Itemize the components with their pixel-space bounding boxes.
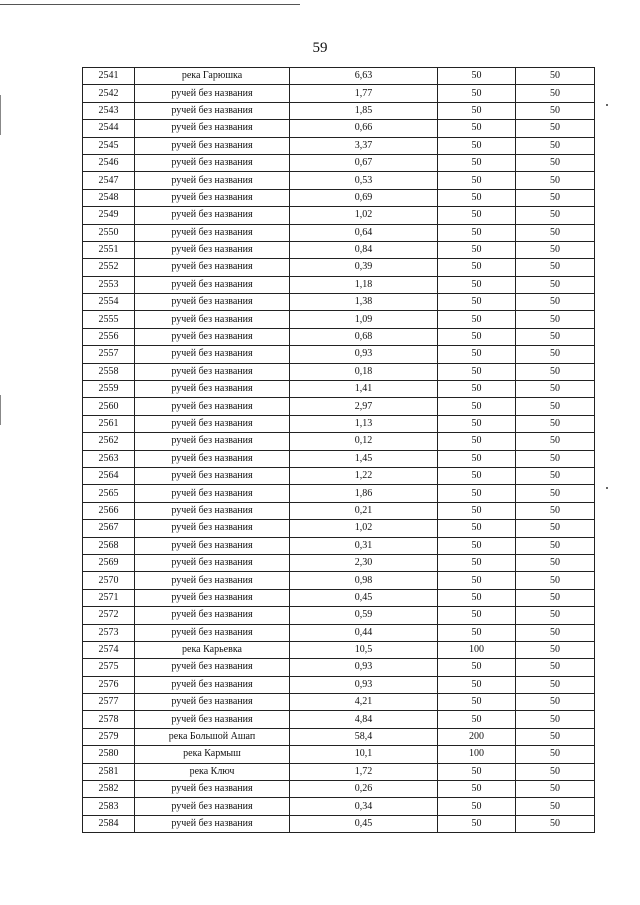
cell-name: река Карьевка bbox=[135, 641, 290, 658]
cell-length: 1,85 bbox=[290, 102, 438, 119]
cell-number: 2542 bbox=[83, 85, 135, 102]
cell-zone-b: 50 bbox=[516, 641, 595, 658]
cell-zone-b: 50 bbox=[516, 259, 595, 276]
table-row bbox=[83, 607, 595, 624]
table-row bbox=[83, 415, 595, 432]
cell-zone-b: 50 bbox=[516, 224, 595, 241]
cell-name: ручей без названия bbox=[135, 328, 290, 345]
cell-zone-b: 50 bbox=[516, 363, 595, 380]
cell-length: 0,66 bbox=[290, 120, 438, 137]
cell-zone-b: 50 bbox=[516, 154, 595, 171]
cell-zone-b: 50 bbox=[516, 746, 595, 763]
cell-number: 2575 bbox=[83, 659, 135, 676]
cell-number: 2580 bbox=[83, 746, 135, 763]
cell-length: 0,98 bbox=[290, 572, 438, 589]
cell-zone-a: 50 bbox=[438, 607, 516, 624]
cell-name: ручей без названия bbox=[135, 172, 290, 189]
cell-number: 2574 bbox=[83, 641, 135, 658]
cell-number: 2547 bbox=[83, 172, 135, 189]
cell-length: 1,22 bbox=[290, 467, 438, 484]
cell-length: 0,53 bbox=[290, 172, 438, 189]
table-row bbox=[83, 798, 595, 815]
table-row bbox=[83, 276, 595, 293]
cell-name: ручей без названия bbox=[135, 624, 290, 641]
cell-name: река Гарюшка bbox=[135, 68, 290, 85]
cell-length: 0,64 bbox=[290, 224, 438, 241]
cell-number: 2572 bbox=[83, 607, 135, 624]
table-row bbox=[83, 781, 595, 798]
cell-name: ручей без названия bbox=[135, 415, 290, 432]
cell-number: 2582 bbox=[83, 781, 135, 798]
cell-zone-a: 50 bbox=[438, 694, 516, 711]
cell-zone-b: 50 bbox=[516, 85, 595, 102]
cell-zone-a: 50 bbox=[438, 676, 516, 693]
cell-name: ручей без названия bbox=[135, 572, 290, 589]
cell-length: 4,84 bbox=[290, 711, 438, 728]
cell-name: ручей без названия bbox=[135, 398, 290, 415]
cell-name: ручей без названия bbox=[135, 276, 290, 293]
cell-zone-a: 50 bbox=[438, 554, 516, 571]
cell-name: ручей без названия bbox=[135, 502, 290, 519]
cell-zone-b: 50 bbox=[516, 520, 595, 537]
table-row bbox=[83, 120, 595, 137]
cell-length: 0,26 bbox=[290, 781, 438, 798]
table-row bbox=[83, 694, 595, 711]
cell-name: река Ключ bbox=[135, 763, 290, 780]
cell-length: 0,31 bbox=[290, 537, 438, 554]
cell-number: 2567 bbox=[83, 520, 135, 537]
cell-name: ручей без названия bbox=[135, 102, 290, 119]
cell-length: 0,39 bbox=[290, 259, 438, 276]
cell-number: 2549 bbox=[83, 207, 135, 224]
cell-zone-b: 50 bbox=[516, 433, 595, 450]
cell-name: ручей без названия bbox=[135, 676, 290, 693]
cell-zone-b: 50 bbox=[516, 346, 595, 363]
cell-zone-b: 50 bbox=[516, 676, 595, 693]
table-row bbox=[83, 241, 595, 258]
page-number: 59 bbox=[312, 40, 328, 56]
cell-name: ручей без названия bbox=[135, 798, 290, 815]
cell-number: 2559 bbox=[83, 381, 135, 398]
cell-length: 1,13 bbox=[290, 415, 438, 432]
cell-zone-b: 50 bbox=[516, 207, 595, 224]
scan-speck bbox=[606, 104, 608, 106]
cell-zone-a: 50 bbox=[438, 711, 516, 728]
table-row bbox=[83, 763, 595, 780]
table-row bbox=[83, 311, 595, 328]
cell-name: ручей без названия bbox=[135, 224, 290, 241]
cell-zone-b: 50 bbox=[516, 589, 595, 606]
table-row bbox=[83, 746, 595, 763]
cell-name: ручей без названия bbox=[135, 694, 290, 711]
cell-name: ручей без названия bbox=[135, 259, 290, 276]
cell-zone-a: 50 bbox=[438, 815, 516, 832]
cell-zone-b: 50 bbox=[516, 68, 595, 85]
cell-length: 0,12 bbox=[290, 433, 438, 450]
cell-zone-b: 50 bbox=[516, 554, 595, 571]
cell-number: 2552 bbox=[83, 259, 135, 276]
cell-zone-a: 50 bbox=[438, 520, 516, 537]
cell-zone-b: 50 bbox=[516, 189, 595, 206]
table-row bbox=[83, 676, 595, 693]
table-row bbox=[83, 381, 595, 398]
cell-zone-a: 50 bbox=[438, 241, 516, 258]
cell-zone-b: 50 bbox=[516, 694, 595, 711]
cell-number: 2566 bbox=[83, 502, 135, 519]
cell-number: 2578 bbox=[83, 711, 135, 728]
cell-name: ручей без названия bbox=[135, 346, 290, 363]
cell-number: 2568 bbox=[83, 537, 135, 554]
cell-zone-a: 50 bbox=[438, 68, 516, 85]
cell-number: 2545 bbox=[83, 137, 135, 154]
cell-zone-b: 50 bbox=[516, 381, 595, 398]
cell-zone-a: 50 bbox=[438, 224, 516, 241]
table-row bbox=[83, 224, 595, 241]
cell-number: 2562 bbox=[83, 433, 135, 450]
cell-length: 4,21 bbox=[290, 694, 438, 711]
cell-length: 1,45 bbox=[290, 450, 438, 467]
cell-number: 2548 bbox=[83, 189, 135, 206]
cell-number: 2541 bbox=[83, 68, 135, 85]
cell-length: 0,21 bbox=[290, 502, 438, 519]
cell-number: 2554 bbox=[83, 294, 135, 311]
cell-number: 2546 bbox=[83, 154, 135, 171]
cell-number: 2550 bbox=[83, 224, 135, 241]
table-row bbox=[83, 363, 595, 380]
table-row bbox=[83, 433, 595, 450]
cell-length: 6,63 bbox=[290, 68, 438, 85]
cell-number: 2544 bbox=[83, 120, 135, 137]
cell-zone-a: 50 bbox=[438, 346, 516, 363]
cell-number: 2577 bbox=[83, 694, 135, 711]
table-row bbox=[83, 520, 595, 537]
cell-zone-a: 50 bbox=[438, 398, 516, 415]
cell-name: ручей без названия bbox=[135, 207, 290, 224]
cell-zone-b: 50 bbox=[516, 711, 595, 728]
cell-name: ручей без названия bbox=[135, 433, 290, 450]
cell-number: 2551 bbox=[83, 241, 135, 258]
cell-name: ручей без названия bbox=[135, 381, 290, 398]
cell-zone-b: 50 bbox=[516, 276, 595, 293]
cell-length: 2,30 bbox=[290, 554, 438, 571]
cell-number: 2560 bbox=[83, 398, 135, 415]
table-row bbox=[83, 711, 595, 728]
table-row bbox=[83, 137, 595, 154]
cell-zone-b: 50 bbox=[516, 763, 595, 780]
cell-length: 10,1 bbox=[290, 746, 438, 763]
cell-zone-b: 50 bbox=[516, 728, 595, 745]
cell-zone-a: 50 bbox=[438, 172, 516, 189]
cell-length: 0,84 bbox=[290, 241, 438, 258]
cell-zone-a: 50 bbox=[438, 259, 516, 276]
cell-zone-a: 50 bbox=[438, 467, 516, 484]
cell-number: 2583 bbox=[83, 798, 135, 815]
cell-name: ручей без названия bbox=[135, 120, 290, 137]
cell-number: 2555 bbox=[83, 311, 135, 328]
table-row bbox=[83, 85, 595, 102]
cell-number: 2563 bbox=[83, 450, 135, 467]
table-row bbox=[83, 815, 595, 832]
cell-zone-a: 50 bbox=[438, 120, 516, 137]
cell-number: 2584 bbox=[83, 815, 135, 832]
cell-name: ручей без названия bbox=[135, 520, 290, 537]
cell-name: ручей без названия bbox=[135, 537, 290, 554]
cell-number: 2565 bbox=[83, 485, 135, 502]
table-row bbox=[83, 537, 595, 554]
cell-zone-a: 50 bbox=[438, 485, 516, 502]
table-row bbox=[83, 154, 595, 171]
table-row bbox=[83, 259, 595, 276]
table-row bbox=[83, 624, 595, 641]
cell-name: ручей без названия bbox=[135, 311, 290, 328]
cell-name: ручей без названия bbox=[135, 85, 290, 102]
table-row bbox=[83, 659, 595, 676]
cell-length: 0,93 bbox=[290, 659, 438, 676]
cell-zone-a: 50 bbox=[438, 154, 516, 171]
cell-zone-b: 50 bbox=[516, 311, 595, 328]
cell-zone-b: 50 bbox=[516, 241, 595, 258]
cell-length: 2,97 bbox=[290, 398, 438, 415]
cell-length: 0,18 bbox=[290, 363, 438, 380]
cell-number: 2558 bbox=[83, 363, 135, 380]
cell-number: 2576 bbox=[83, 676, 135, 693]
cell-length: 0,45 bbox=[290, 815, 438, 832]
cell-zone-b: 50 bbox=[516, 537, 595, 554]
cell-length: 1,38 bbox=[290, 294, 438, 311]
cell-zone-a: 50 bbox=[438, 102, 516, 119]
cell-number: 2543 bbox=[83, 102, 135, 119]
cell-zone-a: 50 bbox=[438, 85, 516, 102]
cell-name: ручей без названия bbox=[135, 467, 290, 484]
table-row bbox=[83, 502, 595, 519]
cell-zone-b: 50 bbox=[516, 624, 595, 641]
cell-length: 0,67 bbox=[290, 154, 438, 171]
cell-zone-a: 50 bbox=[438, 137, 516, 154]
cell-name: ручей без названия bbox=[135, 554, 290, 571]
cell-zone-b: 50 bbox=[516, 781, 595, 798]
cell-zone-b: 50 bbox=[516, 294, 595, 311]
cell-zone-b: 50 bbox=[516, 607, 595, 624]
table-row bbox=[83, 485, 595, 502]
cell-length: 1,02 bbox=[290, 520, 438, 537]
cell-zone-a: 50 bbox=[438, 589, 516, 606]
cell-name: ручей без названия bbox=[135, 241, 290, 258]
scan-edge-mark bbox=[0, 95, 1, 135]
cell-zone-b: 50 bbox=[516, 572, 595, 589]
table-row bbox=[83, 572, 595, 589]
cell-zone-b: 50 bbox=[516, 172, 595, 189]
cell-number: 2579 bbox=[83, 728, 135, 745]
cell-zone-a: 100 bbox=[438, 641, 516, 658]
cell-length: 0,93 bbox=[290, 676, 438, 693]
table-row bbox=[83, 728, 595, 745]
cell-length: 58,4 bbox=[290, 728, 438, 745]
table-row bbox=[83, 68, 595, 85]
cell-number: 2553 bbox=[83, 276, 135, 293]
cell-name: ручей без названия bbox=[135, 607, 290, 624]
table-row bbox=[83, 102, 595, 119]
cell-length: 1,77 bbox=[290, 85, 438, 102]
cell-length: 0,59 bbox=[290, 607, 438, 624]
cell-name: ручей без названия bbox=[135, 711, 290, 728]
table-row bbox=[83, 641, 595, 658]
table-row bbox=[83, 189, 595, 206]
cell-name: ручей без названия bbox=[135, 815, 290, 832]
cell-number: 2573 bbox=[83, 624, 135, 641]
cell-number: 2569 bbox=[83, 554, 135, 571]
cell-name: ручей без названия bbox=[135, 363, 290, 380]
cell-zone-a: 50 bbox=[438, 502, 516, 519]
cell-zone-b: 50 bbox=[516, 485, 595, 502]
cell-zone-a: 50 bbox=[438, 311, 516, 328]
top-rule bbox=[0, 4, 300, 5]
table-row bbox=[83, 398, 595, 415]
cell-zone-a: 50 bbox=[438, 363, 516, 380]
cell-name: ручей без названия bbox=[135, 154, 290, 171]
table-row bbox=[83, 346, 595, 363]
table-row bbox=[83, 467, 595, 484]
cell-number: 2564 bbox=[83, 467, 135, 484]
cell-length: 1,02 bbox=[290, 207, 438, 224]
cell-zone-a: 50 bbox=[438, 415, 516, 432]
scan-speck bbox=[606, 487, 608, 489]
cell-length: 10,5 bbox=[290, 641, 438, 658]
cell-length: 0,45 bbox=[290, 589, 438, 606]
cell-name: ручей без названия bbox=[135, 137, 290, 154]
cell-zone-a: 50 bbox=[438, 294, 516, 311]
cell-zone-a: 50 bbox=[438, 207, 516, 224]
cell-name: ручей без названия bbox=[135, 781, 290, 798]
cell-length: 0,34 bbox=[290, 798, 438, 815]
cell-zone-a: 200 bbox=[438, 728, 516, 745]
cell-zone-a: 50 bbox=[438, 781, 516, 798]
water-bodies-table bbox=[82, 67, 595, 833]
cell-zone-b: 50 bbox=[516, 328, 595, 345]
table-row bbox=[83, 450, 595, 467]
cell-length: 0,93 bbox=[290, 346, 438, 363]
cell-length: 1,18 bbox=[290, 276, 438, 293]
cell-zone-a: 50 bbox=[438, 276, 516, 293]
table-row bbox=[83, 589, 595, 606]
cell-name: ручей без названия bbox=[135, 450, 290, 467]
table-row bbox=[83, 328, 595, 345]
cell-zone-b: 50 bbox=[516, 659, 595, 676]
cell-zone-a: 50 bbox=[438, 572, 516, 589]
table-row bbox=[83, 554, 595, 571]
cell-number: 2561 bbox=[83, 415, 135, 432]
cell-length: 1,86 bbox=[290, 485, 438, 502]
cell-zone-b: 50 bbox=[516, 815, 595, 832]
cell-name: река Кармыш bbox=[135, 746, 290, 763]
cell-name: ручей без названия bbox=[135, 294, 290, 311]
cell-number: 2571 bbox=[83, 589, 135, 606]
cell-length: 0,44 bbox=[290, 624, 438, 641]
cell-number: 2570 bbox=[83, 572, 135, 589]
cell-zone-a: 50 bbox=[438, 450, 516, 467]
cell-zone-a: 50 bbox=[438, 328, 516, 345]
cell-length: 0,68 bbox=[290, 328, 438, 345]
cell-name: ручей без названия bbox=[135, 659, 290, 676]
cell-zone-b: 50 bbox=[516, 120, 595, 137]
cell-zone-b: 50 bbox=[516, 502, 595, 519]
table-row bbox=[83, 294, 595, 311]
cell-zone-b: 50 bbox=[516, 137, 595, 154]
cell-zone-a: 50 bbox=[438, 798, 516, 815]
cell-number: 2557 bbox=[83, 346, 135, 363]
cell-length: 1,09 bbox=[290, 311, 438, 328]
cell-zone-a: 50 bbox=[438, 381, 516, 398]
cell-length: 1,72 bbox=[290, 763, 438, 780]
cell-name: ручей без названия bbox=[135, 485, 290, 502]
cell-name: ручей без названия bbox=[135, 189, 290, 206]
scan-edge-mark bbox=[0, 395, 1, 425]
cell-length: 3,37 bbox=[290, 137, 438, 154]
cell-zone-b: 50 bbox=[516, 398, 595, 415]
cell-zone-b: 50 bbox=[516, 450, 595, 467]
cell-zone-a: 50 bbox=[438, 763, 516, 780]
cell-name: река Большой Ашап bbox=[135, 728, 290, 745]
cell-zone-a: 50 bbox=[438, 433, 516, 450]
cell-zone-a: 50 bbox=[438, 659, 516, 676]
cell-zone-b: 50 bbox=[516, 467, 595, 484]
cell-number: 2556 bbox=[83, 328, 135, 345]
cell-zone-b: 50 bbox=[516, 415, 595, 432]
cell-zone-a: 100 bbox=[438, 746, 516, 763]
cell-zone-a: 50 bbox=[438, 189, 516, 206]
cell-length: 1,41 bbox=[290, 381, 438, 398]
cell-zone-b: 50 bbox=[516, 798, 595, 815]
cell-length: 0,69 bbox=[290, 189, 438, 206]
cell-zone-a: 50 bbox=[438, 537, 516, 554]
table-row bbox=[83, 172, 595, 189]
cell-name: ручей без названия bbox=[135, 589, 290, 606]
cell-number: 2581 bbox=[83, 763, 135, 780]
table-body bbox=[83, 68, 595, 833]
table-row bbox=[83, 207, 595, 224]
cell-zone-b: 50 bbox=[516, 102, 595, 119]
cell-zone-a: 50 bbox=[438, 624, 516, 641]
